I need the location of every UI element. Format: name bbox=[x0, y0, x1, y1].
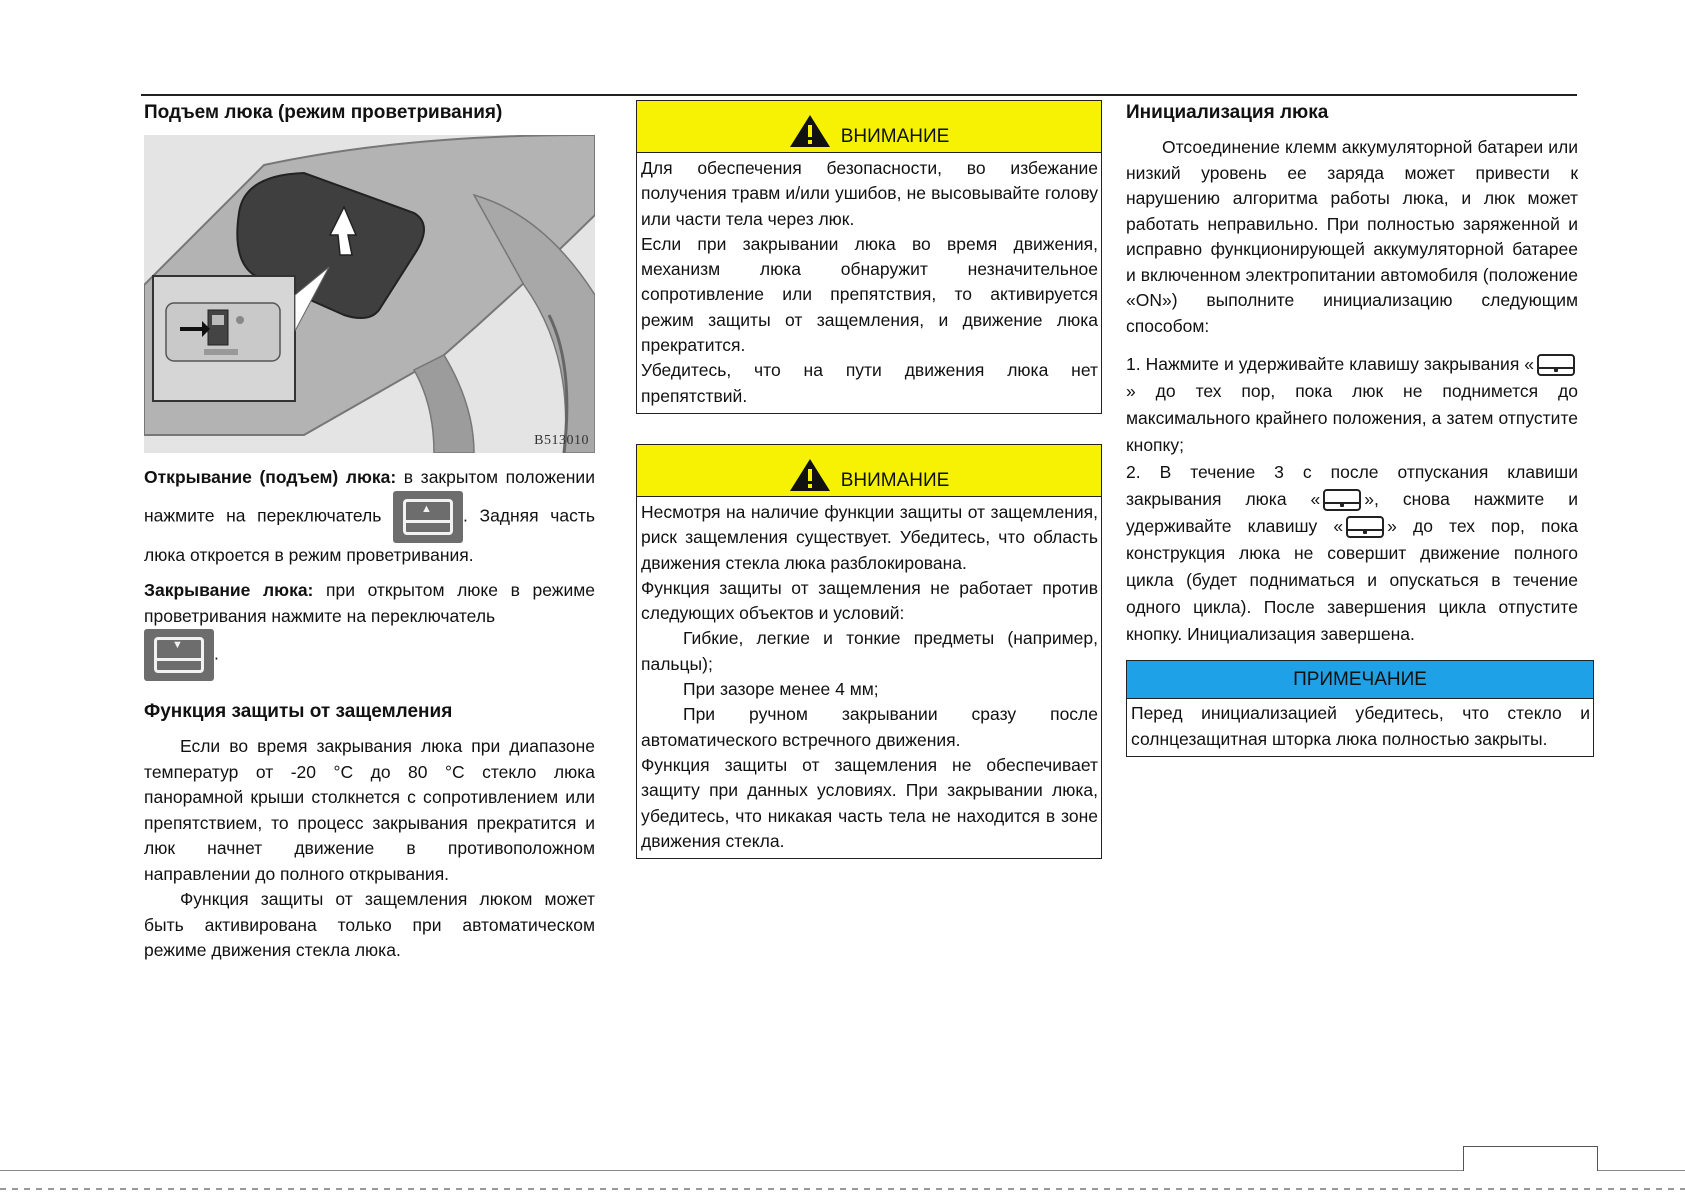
sunroof-close-key-icon bbox=[1323, 489, 1361, 511]
warning2-paragraph-1: Несмотря на наличие функции защиты от защемления, риск защемления существует. Убедитесь, что область движения стекла люка разблокирована. bbox=[641, 501, 1098, 573]
warning-box-1 bbox=[636, 100, 1102, 414]
left-column bbox=[144, 100, 595, 964]
section-title-pinch: Функция защиты от защемления bbox=[144, 701, 453, 722]
note-box bbox=[1126, 660, 1594, 757]
sunroof-close-switch-icon: ▼ bbox=[144, 629, 214, 681]
step2-text-a: 2. В течение 3 с после отпускания клавиши закрывания люка « bbox=[1126, 462, 1578, 509]
open-instruction bbox=[144, 465, 595, 568]
sunroof-close-key-icon bbox=[1537, 354, 1575, 376]
pinch-paragraph-1: Если во время закрывания люка при диапазоне температур от -20 °С до 80 °С стекло люка панорамной крыши столкнется с сопротивлением или препятствием, то процесс закрывания прекратится и люк начнет движение в противоположном направлении до полного открывания. bbox=[144, 736, 595, 884]
header-rule bbox=[141, 94, 1577, 96]
step2-text-c: » до тех пор, пока конструкция люка не совершит движение полного цикла (будет подниматься и опускаться в течение одного цикла). После завершения цикла отпустите кнопку. Инициализация завершена. bbox=[1126, 516, 1578, 644]
warning2-paragraph-6: Функция защиты от защемления не обеспечивает защиту при данных условиях. При закрывании люка, убедитесь, что никакая часть тела не находится в зоне движения стекла. bbox=[641, 754, 1098, 851]
sunroof-tilt-up-switch-icon: ▲ bbox=[393, 491, 463, 543]
warning-triangle-icon bbox=[789, 458, 831, 492]
warning-label-2: ВНИМАНИЕ bbox=[840, 469, 950, 491]
close-lead: Закрывание люка: bbox=[144, 580, 314, 600]
warning-box-2 bbox=[636, 444, 1102, 859]
warning2-paragraph-4: При зазоре менее 4 мм; bbox=[683, 679, 879, 700]
init-step-1 bbox=[1126, 351, 1578, 459]
init-steps bbox=[1126, 351, 1578, 648]
warning2-paragraph-3: Гибкие, легкие и тонкие предметы (например, пальцы); bbox=[641, 628, 1098, 674]
figure-code: B513010 bbox=[534, 433, 589, 448]
init-intro: Отсоединение клемм аккумуляторной батареи или низкий уровень ее заряда может привести к нарушению алгоритма работы люка, и люк может работать неправильно. При полностью заряженной и исправно функционирующей аккумуляторной батарее и включенном электропитании автомобиля (положение «ON») выполните инициализацию следующим способом: bbox=[1126, 137, 1578, 336]
warning-label-1: ВНИМАНИЕ bbox=[840, 126, 950, 147]
open-text-1: в закрытом положении нажмите на переключатель bbox=[144, 467, 595, 526]
footer-rule bbox=[0, 1170, 1685, 1171]
close-instruction bbox=[144, 578, 595, 681]
close-text-1: при открытом люке в режиме проветривания нажмите на переключатель bbox=[144, 580, 595, 626]
close-text-2: . bbox=[214, 643, 219, 664]
pinch-paragraph-2: Функция защиты от защемления люком может быть активирована только при автоматическом режиме движения стекла люка. bbox=[144, 889, 595, 960]
section-title-init: Инициализация люка bbox=[1126, 102, 1329, 123]
note-body: Перед инициализацией убедитесь, что стекло и солнцезащитная шторка люка полностью закрыты. bbox=[1131, 703, 1590, 749]
warning-body-2 bbox=[637, 497, 1101, 858]
open-lead: Открывание (подъем) люка: bbox=[144, 467, 397, 487]
init-step-2 bbox=[1126, 459, 1578, 648]
warning1-paragraph-2: Если при закрывании люка во время движения, механизм люка обнаружит незначительное сопротивление или препятствия, то активируется режим защиты от защемления, и движение люка прекратится. bbox=[641, 233, 1098, 356]
step1-text-b: » до тех пор, пока люк не поднимется до максимального крайнего положения, а затем отпустите кнопку; bbox=[1126, 381, 1578, 455]
step1-text-a: 1. Нажмите и удерживайте клавишу закрывания « bbox=[1126, 354, 1534, 374]
sunroof-figure bbox=[144, 135, 595, 453]
open-text-2: . Задняя часть люка откроется в режим проветривания. bbox=[144, 505, 595, 565]
warning1-paragraph-3: Убедитесь, что на пути движения люка нет препятствий. bbox=[641, 360, 1098, 406]
warning2-paragraph-2: Функция защиты от защемления не работает против следующих объектов и условий: bbox=[641, 577, 1098, 624]
sunroof-close-key-icon bbox=[1346, 516, 1384, 538]
right-column bbox=[1126, 100, 1590, 757]
footer-dashed-line bbox=[0, 1188, 1685, 1190]
warning1-paragraph-1: Для обеспечения безопасности, во избежание получения травм и/или ушибов, не высовывайте голову или части тела через люк. bbox=[641, 158, 1098, 229]
middle-column bbox=[636, 100, 1102, 889]
warning-header-1 bbox=[637, 101, 1101, 153]
step2-text-b: », снова нажмите и удерживайте клавишу « bbox=[1126, 489, 1578, 536]
warning2-paragraph-5: При ручном закрывании сразу после автоматического встречного движения. bbox=[641, 704, 1098, 750]
warning-body-1 bbox=[637, 153, 1101, 413]
section-title-tilt: Подъем люка (режим проветривания) bbox=[144, 102, 503, 123]
page-number-tab bbox=[1463, 1146, 1598, 1171]
warning-header-2 bbox=[637, 445, 1101, 497]
car-roof-illustration bbox=[144, 135, 595, 453]
note-header: ПРИМЕЧАНИЕ bbox=[1127, 661, 1593, 699]
warning-triangle-icon bbox=[789, 114, 831, 148]
